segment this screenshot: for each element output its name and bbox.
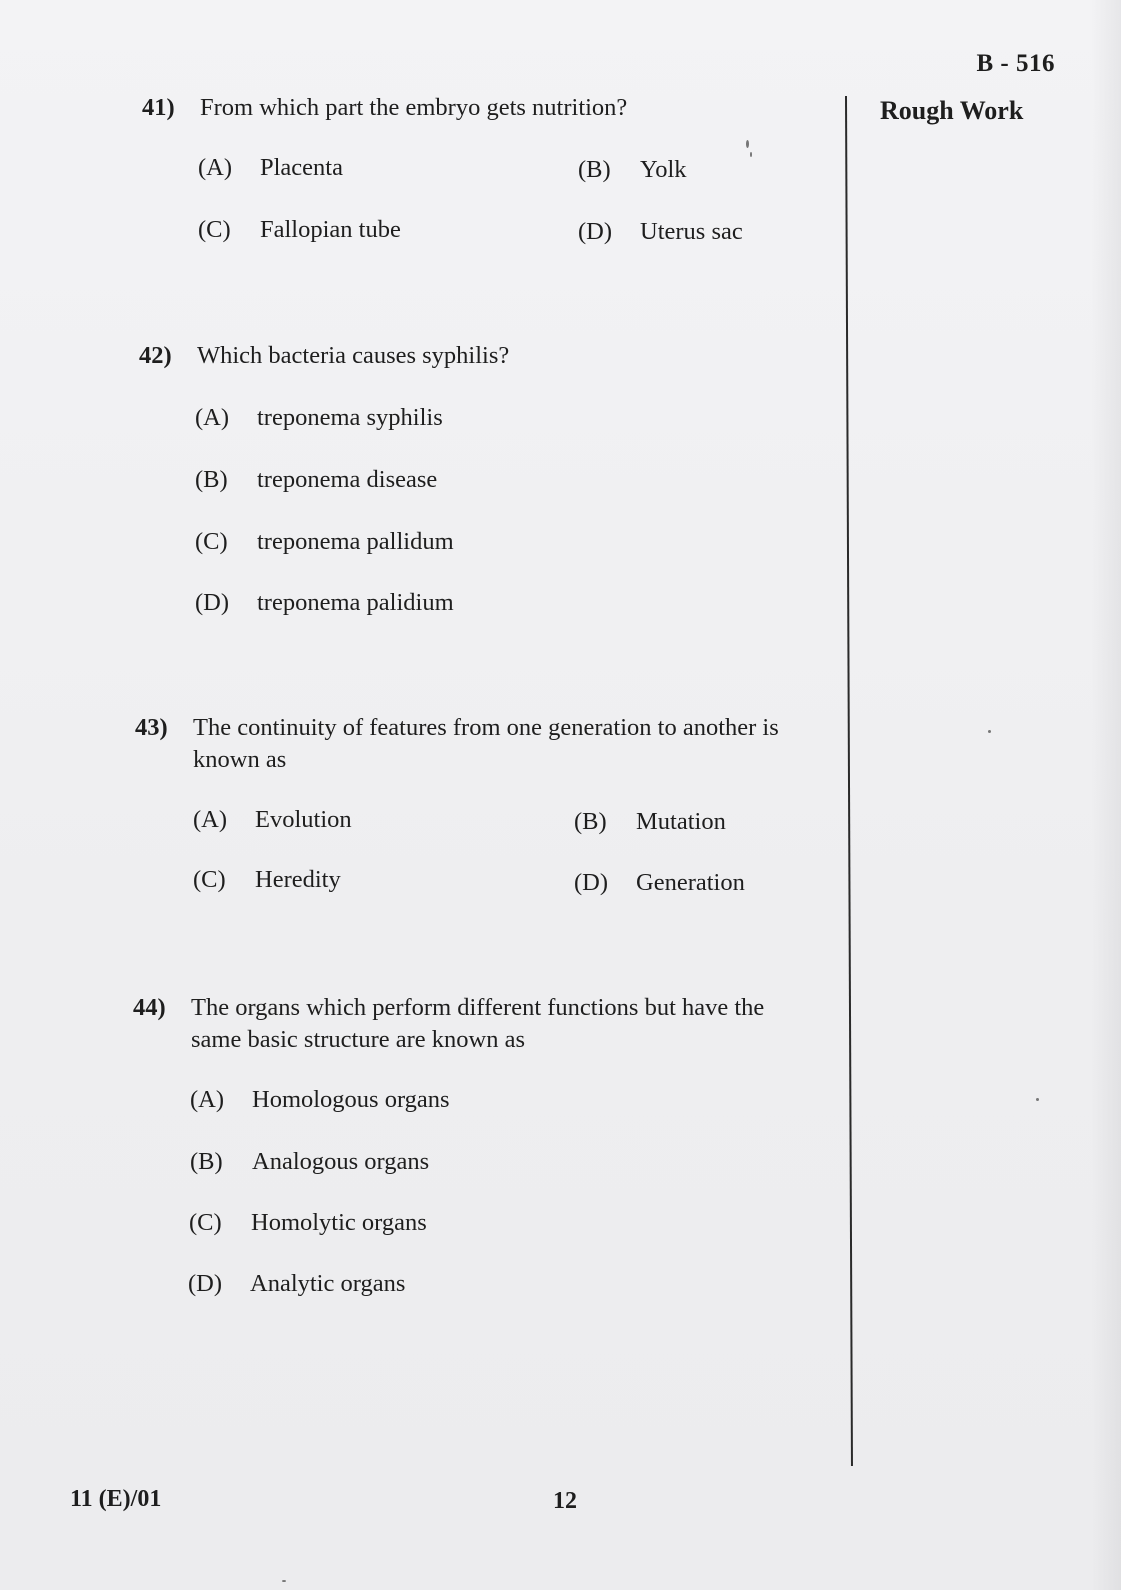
option-text: Analogous organs xyxy=(252,1148,430,1175)
option-letter: (D) xyxy=(578,218,613,245)
option-text: treponema palidium xyxy=(257,589,454,616)
question-number: 43) xyxy=(135,714,168,741)
question-text-line-1: The organs which perform different functions but have the xyxy=(191,994,765,1021)
option-a xyxy=(198,152,343,184)
option-letter: (D) xyxy=(195,589,230,616)
option-letter: (C) xyxy=(189,1209,222,1236)
option-c xyxy=(198,214,401,246)
option-letter: (A) xyxy=(195,404,230,431)
option-d xyxy=(188,1268,405,1300)
scan-speck xyxy=(750,152,752,157)
option-d xyxy=(578,216,743,248)
option-text: Evolution xyxy=(255,806,352,833)
question-text: Which bacteria causes syphilis? xyxy=(197,342,510,369)
page-number: 12 xyxy=(553,1488,577,1514)
question-text-line-1: The continuity of features from one generation to another is xyxy=(193,714,779,741)
question-text-line-2: known as xyxy=(193,746,287,773)
paper-code: B - 516 xyxy=(976,50,1055,77)
option-text: Yolk xyxy=(640,156,687,183)
option-d xyxy=(195,587,454,619)
scan-speck xyxy=(746,140,749,148)
scan-speck xyxy=(282,1580,286,1582)
option-letter: (D) xyxy=(188,1270,223,1297)
rough-work-divider xyxy=(845,96,853,1466)
option-letter: (D) xyxy=(574,869,609,896)
option-letter: (C) xyxy=(195,528,228,555)
option-letter: (A) xyxy=(193,806,228,833)
option-text: Fallopian tube xyxy=(260,216,401,243)
option-b xyxy=(578,154,687,186)
question-number: 42) xyxy=(139,342,172,369)
option-c xyxy=(189,1207,427,1239)
series-code: 11 (E)/01 xyxy=(70,1486,162,1512)
option-c xyxy=(193,864,341,896)
option-text: Homologous organs xyxy=(252,1086,450,1113)
scan-speck xyxy=(988,730,991,733)
question-text-line-2: same basic structure are known as xyxy=(191,1026,526,1053)
scan-speck xyxy=(1036,1098,1039,1101)
option-letter: (B) xyxy=(190,1148,223,1175)
option-letter: (C) xyxy=(193,866,226,893)
rough-work-heading: Rough Work xyxy=(880,96,1024,125)
page-edge-shadow xyxy=(1091,0,1121,1590)
option-text: Mutation xyxy=(636,808,726,835)
option-letter: (A) xyxy=(198,154,233,181)
option-text: Uterus sac xyxy=(640,218,743,245)
option-text: Heredity xyxy=(255,866,341,893)
option-letter: (A) xyxy=(190,1086,225,1113)
option-text: treponema pallidum xyxy=(257,528,454,555)
option-d xyxy=(574,867,745,899)
option-b xyxy=(195,464,437,496)
question-number: 44) xyxy=(133,994,166,1021)
option-text: Placenta xyxy=(260,154,343,181)
option-a xyxy=(190,1084,450,1116)
option-a xyxy=(193,804,352,836)
option-c xyxy=(195,526,454,558)
option-text: Analytic organs xyxy=(250,1270,406,1297)
option-a xyxy=(195,402,443,434)
option-letter: (B) xyxy=(578,156,611,183)
option-letter: (B) xyxy=(195,466,228,493)
option-letter: (C) xyxy=(198,216,231,243)
option-b xyxy=(574,806,726,838)
option-text: treponema disease xyxy=(257,466,438,493)
option-letter: (B) xyxy=(574,808,607,835)
question-text: From which part the embryo gets nutrition? xyxy=(200,94,628,121)
option-text: Homolytic organs xyxy=(251,1209,427,1236)
option-text: treponema syphilis xyxy=(257,404,443,431)
question-number: 41) xyxy=(142,94,175,121)
option-text: Generation xyxy=(636,869,745,896)
option-b xyxy=(190,1146,429,1178)
